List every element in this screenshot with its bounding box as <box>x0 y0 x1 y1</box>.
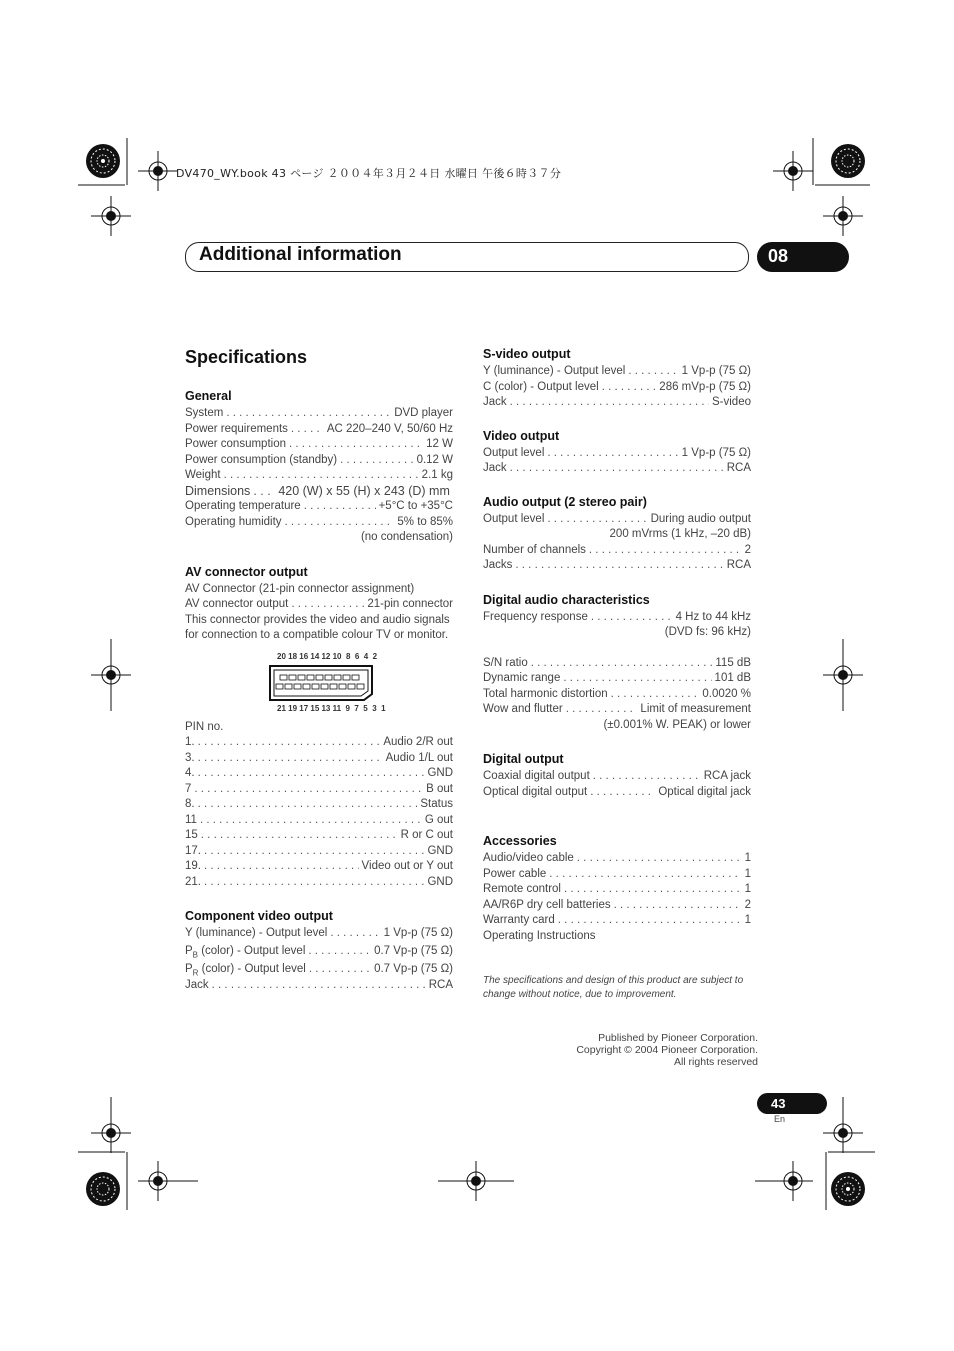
spec-row: Operating temperature . . . +5°C to +35°C <box>185 499 453 515</box>
spec-row: Jacks . . . RCA <box>483 558 751 574</box>
pin-row: 17. . . . GND <box>185 844 453 860</box>
spec-row: Jack . . . S-video <box>483 395 751 411</box>
copyright-line: Copyright © 2004 Pioneer Corporation. <box>576 1044 758 1056</box>
spec-row: AV connector output . . . 21-pin connector <box>185 597 453 613</box>
pins-top-label: 20 18 16 14 12 10 8 6 4 2 <box>277 651 378 661</box>
spec-row: Number of channels . . . 2 <box>483 543 751 559</box>
av-list <box>185 582 453 644</box>
section-digital-audio-title: Digital audio characteristics <box>483 592 650 607</box>
spec-row: $P_B$ (color) - Output level . . . 0.7 Vp-p (75 Ω) <box>185 942 453 960</box>
general-list <box>185 406 453 546</box>
pin-row: 3. . . . Audio 1/L out <box>185 751 453 767</box>
spec-row: $P_R$ (color) - Output level . . . 0.7 Vp-p (75 Ω) <box>185 960 453 978</box>
spec-row: Power cable . . . 1 <box>483 867 751 883</box>
scart-connector-icon <box>268 664 378 702</box>
scart-diagram <box>185 652 453 732</box>
spec-row: Y (luminance) - Output level . . . 1 Vp-p (75 Ω) <box>483 364 751 380</box>
page-heading: Specifications <box>185 347 308 367</box>
pin-label: PIN no. <box>185 720 224 733</box>
spec-row: Operating humidity . . . 5% to 85% <box>185 515 453 531</box>
spec-row: Warranty card . . . 1 <box>483 913 751 929</box>
spec-row: Wow and flutter . . . Limit of measurement <box>483 702 751 718</box>
section-accessories-title: Accessories <box>483 834 557 848</box>
spec-row: Jack . . . RCA <box>483 461 751 477</box>
spec-row: Jack . . . RCA <box>185 978 453 994</box>
spec-row: Dimensions . . . 420 (W) x 55 (H) x 243 (D) mm <box>185 484 453 500</box>
section-digital-output-title: Digital output <box>483 752 564 766</box>
chapter-number-badge <box>757 242 849 272</box>
publisher-line: Published by Pioneer Corporation. <box>598 1032 758 1044</box>
pin-row: 1. . . . Audio 2/R out <box>185 735 453 751</box>
spec-row: Coaxial digital output . . . RCA jack <box>483 769 751 785</box>
spec-row: Output level . . . 1 Vp-p (75 Ω) <box>483 446 751 462</box>
pin-row: 4. . . . GND <box>185 766 453 782</box>
spec-row: Frequency response . . . 4 Hz to 44 kHz <box>483 610 751 626</box>
book-header: DV470_WY.book 43 ページ ２００４年３月２４日 水曜日 午後６時３７分 <box>176 167 562 180</box>
av-description: This connector provides the video and audio signals for connection to a compatible colour TV or monitor. <box>185 613 450 641</box>
spec-row: Power consumption . . . 12 W <box>185 437 453 453</box>
wow-note: (±0.001% W. PEAK) or lower <box>603 718 751 731</box>
spec-row: Power requirements . . . AC 220–240 V, 50/60 Hz <box>185 422 453 438</box>
pins-bottom-label: 21 19 17 15 13 11 9 7 5 3 1 <box>277 703 386 713</box>
spec-row: Remote control . . . 1 <box>483 882 751 898</box>
section-audio-title: Audio output (2 stereo pair) <box>483 494 647 509</box>
language-label: En <box>774 1114 786 1124</box>
pin-row: 11 . . . G out <box>185 813 453 829</box>
spec-row: AA/R6P dry cell batteries . . . 2 <box>483 898 751 914</box>
section-svideo-title: S-video output <box>483 347 571 361</box>
chapter-title: Additional information <box>199 244 402 265</box>
section-video-title: Video output <box>483 428 560 443</box>
av-line: AV Connector (21-pin connector assignment) <box>185 582 415 595</box>
rights-line: All rights reserved <box>673 1056 758 1068</box>
spec-row: Optical digital output . . . Optical digital jack <box>483 785 751 801</box>
audio-list <box>483 512 751 574</box>
spec-row: Total harmonic distortion . . . 0.0020 % <box>483 687 751 703</box>
chapter-number: 08 <box>768 246 789 266</box>
spec-row: Y (luminance) - Output level . . . 1 Vp-p (75 Ω) <box>185 926 453 942</box>
video-list <box>483 446 751 477</box>
audio-output-note: 200 mVrms (1 kHz, –20 dB) <box>609 528 751 540</box>
spec-row: Dynamic range . . . 101 dB <box>483 671 751 687</box>
pin-row: 7 . . . B out <box>185 782 453 798</box>
spec-row: S/N ratio . . . 115 dB <box>483 656 751 672</box>
pin-row: 8. . . . Status <box>185 797 453 813</box>
digital-output-list <box>483 769 751 800</box>
spec-row: Audio/video cable . . . 1 <box>483 851 751 867</box>
accessories-list <box>483 851 751 944</box>
accessories-last: Operating Instructions <box>483 929 596 942</box>
publisher-block <box>576 1032 758 1068</box>
spec-row: C (color) - Output level . . . 286 mVp-p (75 Ω) <box>483 380 751 396</box>
pin-row: 21. . . . GND <box>185 875 453 891</box>
spec-row: System . . . DVD player <box>185 406 453 422</box>
component-list <box>185 926 453 993</box>
freq-note: (DVD fs: 96 kHz) <box>664 626 751 638</box>
spec-row: Output level . . . During audio output <box>483 512 751 528</box>
pin-list <box>185 720 453 891</box>
svideo-list <box>483 364 751 411</box>
page-number: 43 <box>771 1096 786 1111</box>
digital-audio-list <box>483 610 751 734</box>
right-column <box>483 347 751 1002</box>
disclaimer: The specifications and design of this product are subject to change without notice, due to improvement. <box>483 975 744 1000</box>
left-column <box>185 389 453 993</box>
spec-row: Power consumption (standby) . . . 0.12 W <box>185 453 453 469</box>
page-number-badge <box>757 1093 827 1114</box>
spec-row: Weight . . . 2.1 kg <box>185 468 453 484</box>
section-component-title: Component video output <box>185 909 333 923</box>
section-general-title: General <box>185 389 232 403</box>
section-av-title: AV connector output <box>185 564 308 579</box>
pin-row: 19. . . . Video out or Y out <box>185 859 453 875</box>
pin-row: 15 . . . R or C out <box>185 828 453 844</box>
humidity-note: (no condensation) <box>360 531 453 543</box>
